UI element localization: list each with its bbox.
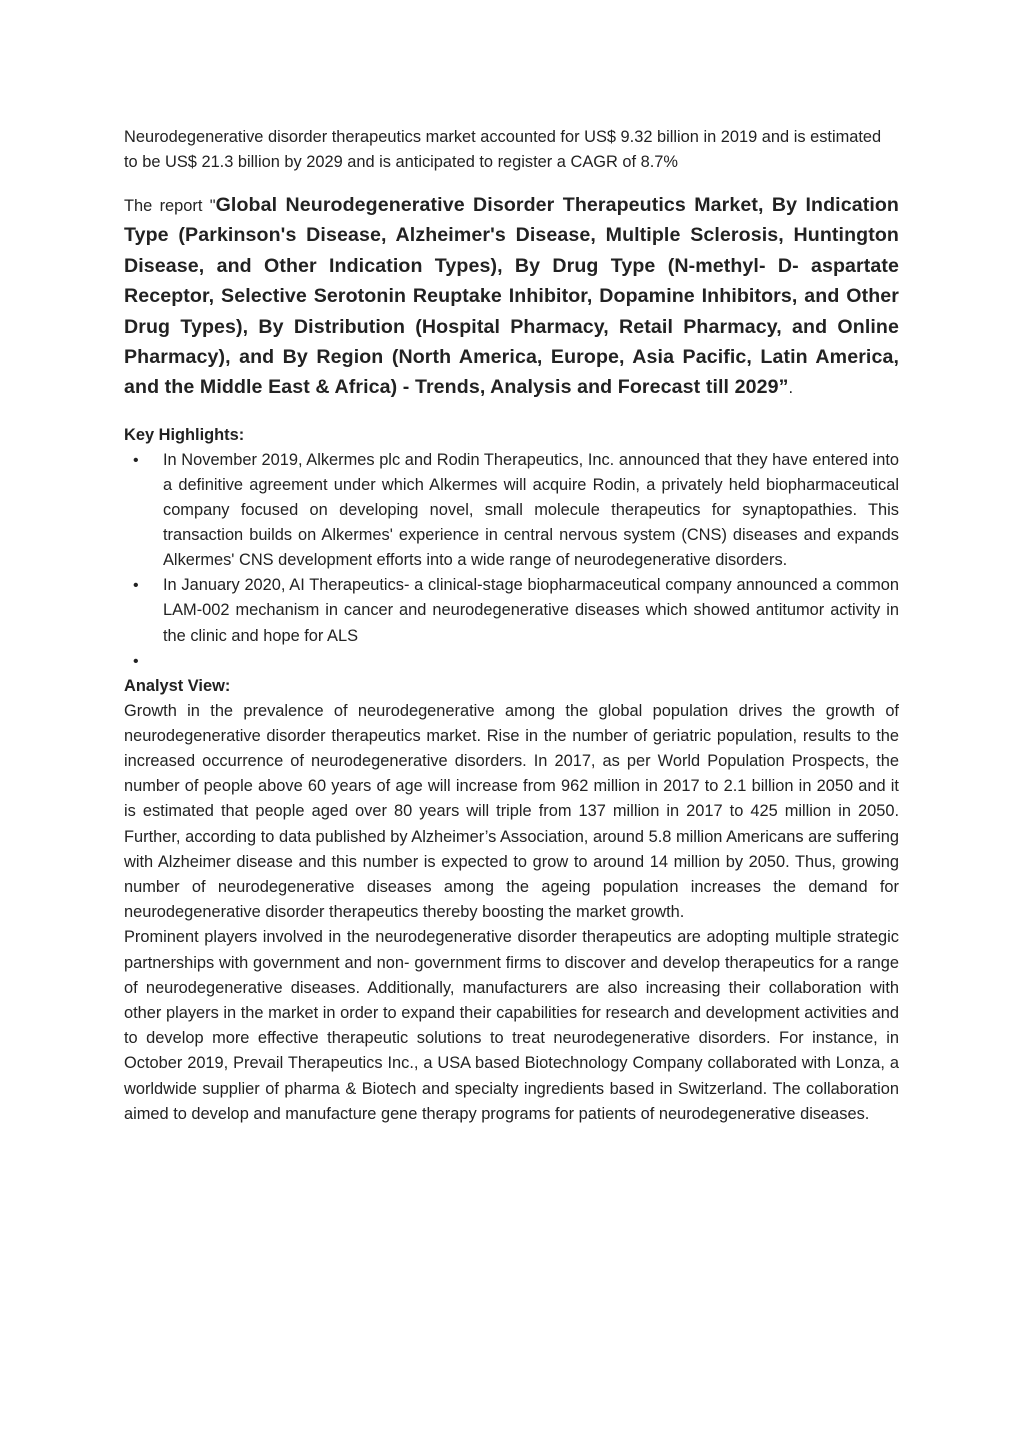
- analyst-view-paragraph: Growth in the prevalence of neurodegenerative among the global population drives the growth of neurodegenerative disorder therapeutics market. Rise in the number of geriatric population, results to the increased occurrence of neurodegenerative disorders. In 2017, as per World Population Prospects, the number of people above 60 years of age will increase from 962 million in 2017 to 2.1 billion in 2050 and it is estimated that people aged over 80 years will triple from 137 million in 2017 to 425 million in 2050. Further, according to data published by Alzheimer’s Association, around 5.8 million Americans are suffering with Alzheimer disease and this number is expected to grow to around 14 million by 2050. Thus, growing number of neurodegenerative diseases among the ageing population increases the demand for neurodegenerative disorder therapeutics thereby boosting the market growth.: [124, 701, 899, 922]
- list-item-text: In November 2019, Alkermes plc and Rodin Therapeutics, Inc. announced that they have entered into a definitive agreement under which Alkermes will acquire Rodin, a privately held biopharmaceutical company focused on developing novel, small molecule therapeutics for synaptopathies. This transaction builds on Alkermes' experience in central nervous system (CNS) diseases and expands Alkermes' CNS development efforts into a wide range of neurodegenerative disorders.: [163, 450, 899, 570]
- report-lead-text: The report ": [124, 197, 216, 215]
- key-highlights-list: [124, 448, 899, 674]
- bullet-icon: •: [133, 577, 139, 595]
- report-tail-text: .: [788, 379, 794, 398]
- analyst-view-heading: Analyst View:: [124, 676, 231, 695]
- bullet-icon: •: [133, 652, 139, 670]
- key-highlights-heading: Key Highlights:: [124, 425, 245, 444]
- list-item: [124, 448, 899, 573]
- bullet-icon: •: [133, 451, 139, 469]
- list-item-empty: [124, 649, 899, 674]
- report-title: Global Neurodegenerative Disorder Therapeutics Market, By Indication Type (Parkinson's Disease, Alzheimer's Disease, Multiple Sclerosis, Huntington Disease, and Other Indication Types), By Drug Type (N-methyl- D- aspartate Receptor, Selective Serotonin Reuptake Inhibitor, Dopamine Inhibitors, and Other Drug Types), By Distribution (Hospital Pharmacy, Retail Pharmacy, and Online Pharmacy), and By Region (North America, Europe, Asia Pacific, Latin America, and the Middle East & Africa) - Trends, Analysis and Forecast till 2029”: [124, 194, 899, 399]
- list-item: [124, 573, 899, 648]
- report-title-paragraph: [124, 191, 899, 404]
- analyst-view-paragraph: Prominent players involved in the neurodegenerative disorder therapeutics are adopting multiple strategic partnerships with government and non- government firms to discover and develop therapeutics for a range of neurodegenerative diseases. Additionally, manufacturers are also increasing their collaboration with other players in the market in order to expand their capabilities for research and development activities and to develop more effective therapeutic solutions to treat neurodegenerative disorders. For instance, in October 2019, Prevail Therapeutics Inc., a USA based Biotechnology Company collaborated with Lonza, a worldwide supplier of pharma & Biotech and specialty ingredients based in Switzerland. The collaboration aimed to develop and manufacture gene therapy programs for patients of neurodegenerative diseases.: [124, 928, 899, 1123]
- document-page: [124, 125, 899, 1127]
- intro-paragraph: Neurodegenerative disorder therapeutics market accounted for US$ 9.32 billion in 2019 and is estimated to be US$ 21.3 billion by 2029 and is anticipated to register a CAGR of 8.7%: [124, 128, 882, 171]
- list-item-text: In January 2020, AI Therapeutics- a clinical-stage biopharmaceutical company announced a common LAM-002 mechanism in cancer and neurodegenerative diseases which showed antitumor activity in the clinic and hope for ALS: [163, 576, 899, 645]
